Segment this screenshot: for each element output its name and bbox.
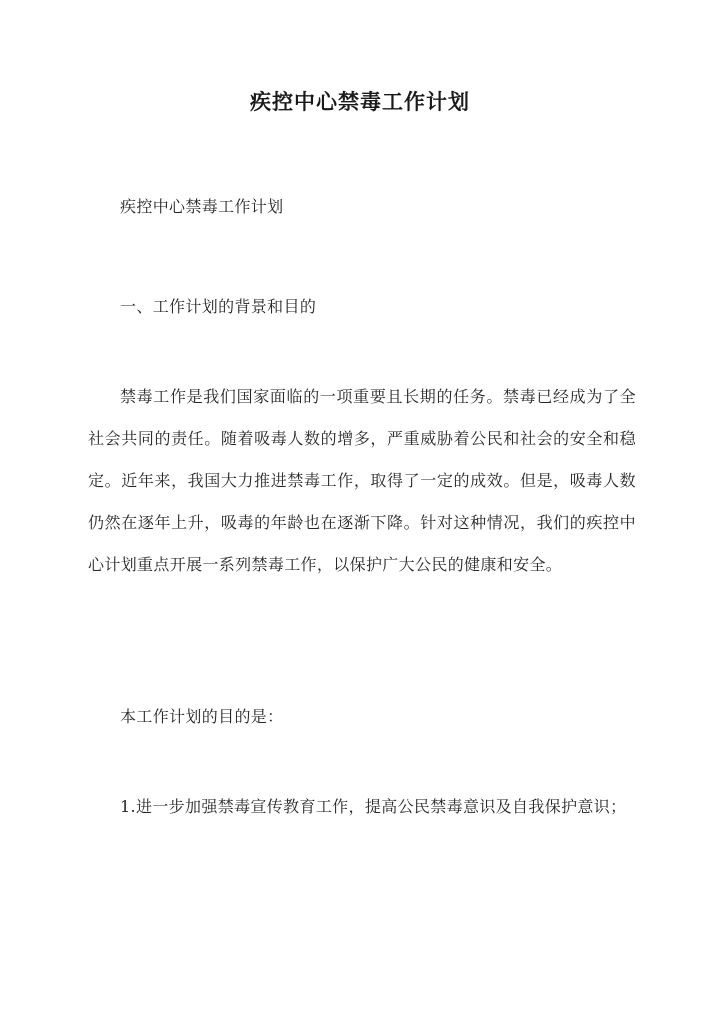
section-heading: 一、工作计划的背景和目的 — [120, 297, 317, 316]
purpose-intro-paragraph: 本工作计划的目的是： — [120, 707, 284, 726]
document-title: 疾控中心禁毒工作计划 — [250, 89, 470, 114]
subtitle-paragraph: 疾控中心禁毒工作计划 — [120, 197, 284, 216]
background-paragraph: 禁毒工作是我们国家面临的一项重要且长期的任务。禁毒已经成为了全社会共同的责任。随着吸毒人数的增多，严重威胁着公民和社会的安全和稳定。近年来，我国大力推进禁毒工作，取得了一定的成效。但是，吸毒人数仍然在逐年上升，吸毒的年龄也在逐渐下降。针对这种情况，我们的疾控中心计划重点开展一系列禁毒工作，以保护广大公民的健康和安全。 — [88, 387, 636, 574]
purpose-item-1: 1.进一步加强禁毒宣传教育工作，提高公民禁毒意识及自我保护意识； — [120, 797, 627, 816]
